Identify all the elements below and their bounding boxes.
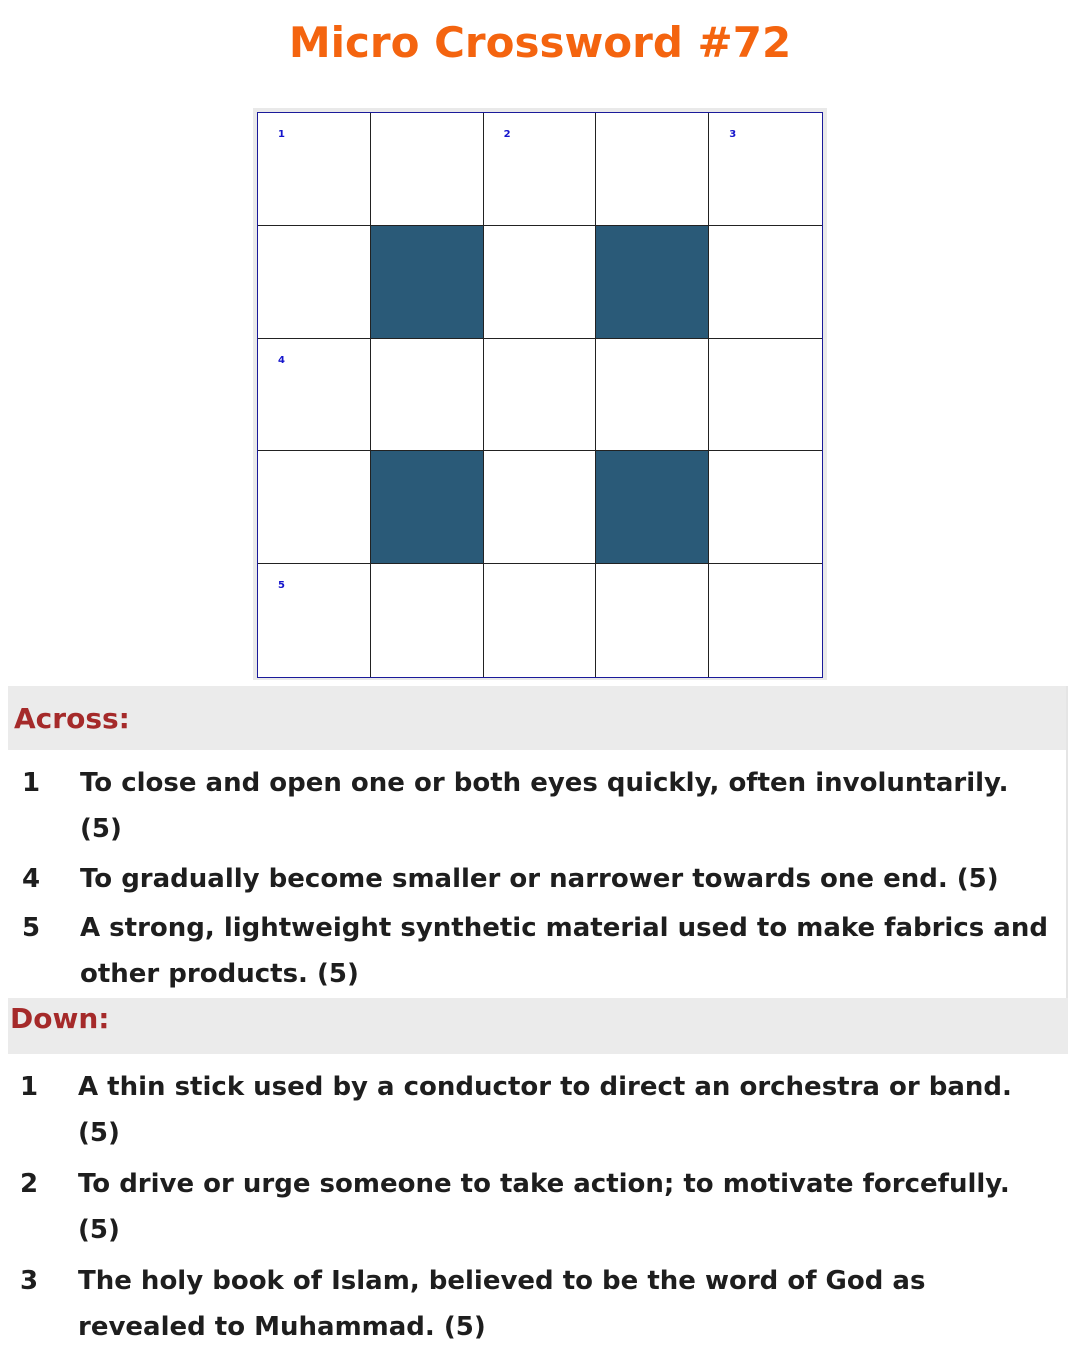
clue-number: 2 (20, 1169, 39, 1199)
clue-text: The holy book of Islam, believed to be the word of God as revealed to Muhammad. (5) (78, 1266, 926, 1342)
divider (1066, 686, 1068, 1002)
grid-cell[interactable] (371, 113, 484, 226)
grid-cell[interactable] (709, 226, 822, 339)
black-square (371, 226, 484, 339)
grid-cell[interactable] (596, 339, 709, 452)
grid-cell[interactable] (258, 113, 371, 226)
clue-number: 1 (22, 768, 41, 798)
clue-number: 3 (20, 1266, 39, 1296)
grid-cell[interactable] (484, 113, 597, 226)
crossword-grid-frame (253, 108, 827, 680)
grid-cell[interactable] (709, 564, 822, 677)
puzzle-title: Micro Crossword #72 (288, 18, 792, 67)
grid-cell[interactable] (709, 451, 822, 564)
cell-number: 4 (278, 354, 285, 366)
grid-cell[interactable] (596, 113, 709, 226)
black-square (596, 226, 709, 339)
grid-cell[interactable] (258, 451, 371, 564)
grid-cell[interactable] (258, 339, 371, 452)
clue-text: A strong, lightweight synthetic material used to make fabrics and other products. (5) (80, 913, 1048, 989)
clue-text: To gradually become smaller or narrower towards one end. (5) (80, 864, 999, 894)
black-square (371, 451, 484, 564)
clue-number: 1 (20, 1072, 39, 1102)
grid-cell[interactable] (484, 564, 597, 677)
clue-text: A thin stick used by a conductor to direct an orchestra or band. (5) (78, 1072, 1012, 1148)
crossword-grid (257, 112, 823, 678)
grid-cell[interactable] (709, 113, 822, 226)
grid-cell[interactable] (258, 226, 371, 339)
grid-cell[interactable] (258, 564, 371, 677)
grid-cell[interactable] (484, 451, 597, 564)
across-heading: Across: (8, 686, 1068, 750)
cell-number: 1 (278, 129, 285, 140)
clue-number: 5 (22, 913, 41, 943)
grid-cell[interactable] (484, 226, 597, 339)
grid-cell[interactable] (371, 564, 484, 677)
grid-cell[interactable] (371, 339, 484, 452)
clue-number: 4 (22, 864, 41, 894)
down-heading: Down: (8, 998, 1068, 1054)
cell-number: 2 (503, 129, 511, 140)
clue-text: To close and open one or both eyes quickly, often involuntarily. (5) (80, 768, 1009, 844)
cell-number: 3 (729, 129, 737, 140)
grid-cell[interactable] (596, 564, 709, 677)
clue-text: To drive or urge someone to take action; to motivate forcefully. (5) (78, 1169, 1010, 1245)
black-square (596, 451, 709, 564)
cell-number: 5 (278, 580, 285, 592)
grid-cell[interactable] (709, 339, 822, 452)
grid-cell[interactable] (484, 339, 597, 452)
